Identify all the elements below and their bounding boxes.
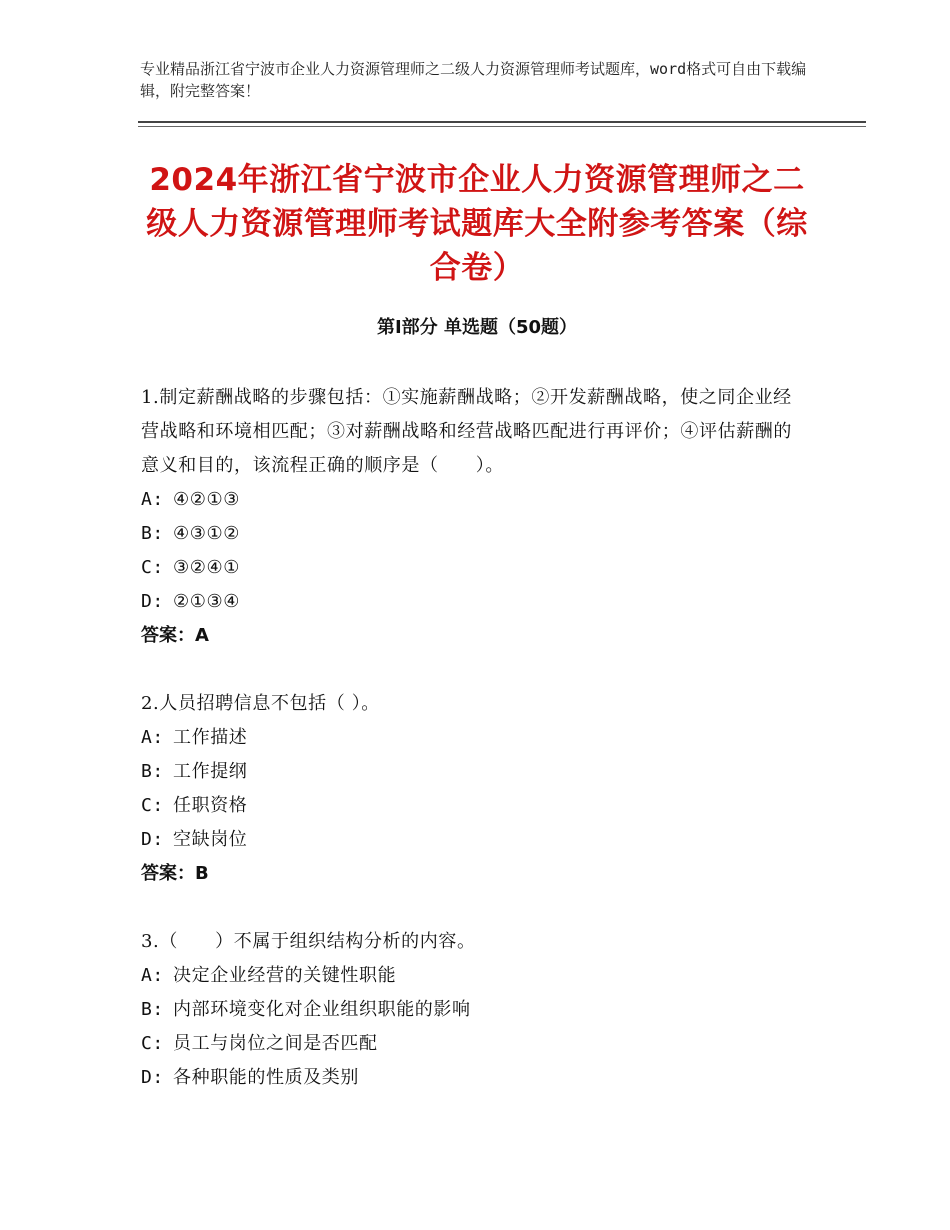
question-stem: 2.人员招聘信息不包括（ ）。 bbox=[141, 693, 380, 714]
option-text: 任职资格 bbox=[173, 795, 248, 816]
document-title: 2024年浙江省宁波市企业人力资源管理师之二级人力资源管理师考试题库大全附参考答案（综合卷） bbox=[146, 162, 808, 286]
option-text: 员工与岗位之间是否匹配 bbox=[173, 1033, 378, 1054]
option-key: D: bbox=[141, 591, 164, 612]
option-key: A: bbox=[141, 727, 164, 748]
option-d bbox=[141, 1061, 801, 1095]
option-d bbox=[141, 585, 801, 619]
option-b bbox=[141, 993, 801, 1027]
option-text: 工作提纲 bbox=[173, 761, 248, 782]
option-text: ②①③④ bbox=[173, 591, 240, 612]
option-c bbox=[141, 789, 801, 823]
option-text: ④②①③ bbox=[173, 489, 240, 510]
question-list bbox=[141, 381, 801, 1129]
question-3 bbox=[141, 925, 801, 1095]
section-title: 第Ⅰ部分 单选题（50题） bbox=[376, 317, 577, 338]
option-b bbox=[141, 755, 801, 789]
answer-line: 答案：B bbox=[141, 863, 209, 884]
option-c bbox=[141, 551, 801, 585]
option-text: ③②④① bbox=[173, 557, 240, 578]
question-stem: 1.制定薪酬战略的步骤包括：①实施薪酬战略；②开发薪酬战略，使之同企业经营战略和环境相匹配；③对薪酬战略和经营战略匹配进行再评价；④评估薪酬的意义和目的，该流程正确的顺序是（ ）。 bbox=[141, 387, 792, 476]
option-b bbox=[141, 517, 801, 551]
option-text: 内部环境变化对企业组织职能的影响 bbox=[173, 999, 471, 1020]
option-key: D: bbox=[141, 1067, 164, 1088]
option-c bbox=[141, 1027, 801, 1061]
question-1 bbox=[141, 381, 801, 653]
option-key: B: bbox=[141, 999, 164, 1020]
option-text: 工作描述 bbox=[173, 727, 248, 748]
option-a bbox=[141, 483, 801, 517]
option-text: 空缺岗位 bbox=[173, 829, 248, 850]
header-rule-thick bbox=[138, 121, 866, 123]
option-key: B: bbox=[141, 761, 164, 782]
option-text: ④③①② bbox=[173, 523, 240, 544]
option-a bbox=[141, 959, 801, 993]
option-key: D: bbox=[141, 829, 164, 850]
option-key: A: bbox=[141, 489, 164, 510]
option-text: 决定企业经营的关键性职能 bbox=[173, 965, 397, 986]
option-a bbox=[141, 721, 801, 755]
header-rule-thin bbox=[138, 126, 866, 127]
answer-line: 答案：A bbox=[141, 625, 209, 646]
header-note: 专业精品浙江省宁波市企业人力资源管理师之二级人力资源管理师考试题库，word格式可自由下载编辑，附完整答案！ bbox=[140, 60, 807, 100]
option-key: A: bbox=[141, 965, 164, 986]
option-text: 各种职能的性质及类别 bbox=[173, 1067, 359, 1088]
question-2 bbox=[141, 687, 801, 891]
question-stem: 3.（ ）不属于组织结构分析的内容。 bbox=[141, 931, 476, 952]
option-key: C: bbox=[141, 557, 164, 578]
option-key: C: bbox=[141, 1033, 164, 1054]
option-key: C: bbox=[141, 795, 164, 816]
option-d bbox=[141, 823, 801, 857]
option-key: B: bbox=[141, 523, 164, 544]
